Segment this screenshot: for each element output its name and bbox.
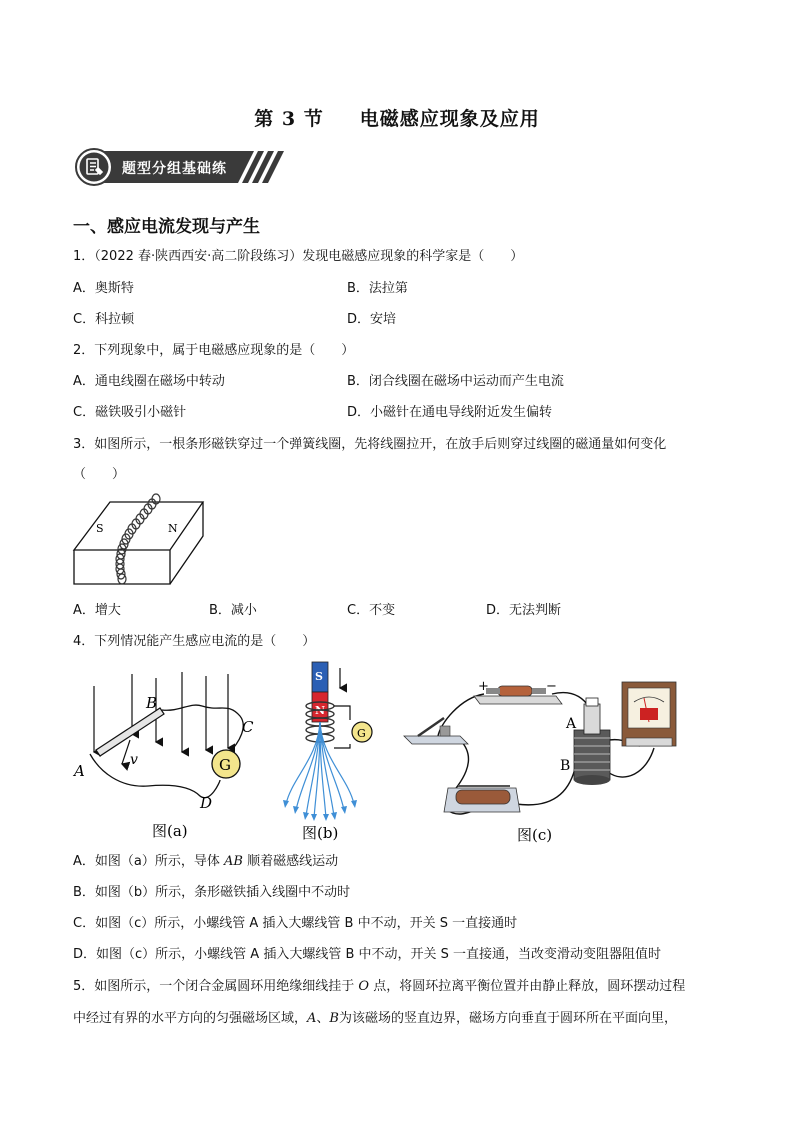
figure-b-magnet-in-coil — [282, 658, 392, 844]
figure-a-caption: 图(a) — [152, 822, 188, 840]
magnet-s-label-b: S — [315, 670, 323, 683]
q1-option-d: D．安培 — [347, 312, 397, 327]
q4-option-c: C．如图（c）所示，小螺线管 A 插入大螺线管 B 中不动，开关 S 一直接通时 — [73, 916, 518, 931]
solenoid-a — [584, 698, 600, 734]
q4-option-a-var: AB — [224, 854, 243, 869]
q5-point-o: O — [358, 979, 370, 994]
q2-option-d: D．小磁针在通电导线附近发生偏转 — [347, 405, 553, 420]
q1-option-b: B．法拉第 — [347, 281, 408, 296]
label-v: v — [130, 752, 138, 768]
q2-option-c: C．磁铁吸引小磁针 — [73, 405, 187, 420]
section-title: 电磁感应现象及应用 — [359, 108, 540, 130]
field-lines — [286, 722, 354, 818]
q5-line2-pre: 中经过有界的水平方向的匀强磁场区域， — [73, 1011, 308, 1026]
magnet-coil-figure — [70, 490, 210, 590]
galvanometer-b-label: G — [357, 727, 366, 740]
q4-option-b: B．如图（b）所示，条形磁铁插入线圈中不动时 — [73, 885, 351, 900]
switch — [404, 718, 468, 744]
q2-option-a: A．通电线圈在磁场中转动 — [73, 374, 225, 389]
banner-label: 题型分组基础练 — [122, 161, 227, 177]
q3-option-d: D．无法判断 — [486, 603, 562, 618]
figure-b-caption: 图(b) — [302, 824, 339, 842]
q3-option-b: B．减小 — [209, 603, 257, 618]
question-3-stem-line1: 3．如图所示，一根条形磁铁穿过一个弹簧线圈，先将线圈拉开，在放手后则穿过线圈的磁通量如何变化 — [73, 437, 667, 452]
question-3-stem-line2: （ ） — [73, 467, 126, 482]
q5-boundary-a: A — [307, 1011, 317, 1026]
q5-boundary-b: B — [329, 1011, 339, 1026]
q3-option-c: C．不变 — [347, 603, 396, 618]
q5-line1-pre: 5．如图所示，一个闭合金属圆环用绝缘细线挂于 — [73, 979, 359, 994]
battery-minus-label: − — [546, 679, 557, 694]
q5-line1-post: 点，将圆环拉离平衡位置并由静止释放，圆环摆动过程 — [369, 979, 686, 994]
battery-plus-label: + — [478, 679, 489, 694]
question-5-line1 — [73, 978, 685, 996]
question-1-stem: 1．（2022 春·陕西西安·高二阶段练习）发现电磁感应现象的科学家是（ ） — [73, 249, 524, 264]
solenoid-b — [574, 730, 610, 785]
galvanometer-meter — [622, 682, 676, 746]
rheostat — [444, 786, 520, 812]
magnet-n-label: N — [168, 522, 178, 535]
question-5-line2 — [73, 1010, 677, 1028]
solenoid-a-label: A — [566, 716, 577, 732]
q3-option-a: A．增大 — [73, 603, 121, 618]
question-2-stem: 2．下列现象中，属于电磁感应现象的是（ ） — [73, 343, 355, 358]
label-a: A — [74, 762, 85, 780]
q2-option-b: B．闭合线圈在磁场中运动而产生电流 — [347, 374, 564, 389]
magnet-n-label-b: N — [315, 704, 326, 717]
q4-option-a-post: 顺着磁感线运动 — [242, 854, 339, 869]
galvanometer-g-label: G — [219, 756, 231, 774]
question-4-stem: 4．下列情况能产生感应电流的是（ ） — [73, 634, 316, 649]
label-d: D — [200, 794, 213, 812]
q4-option-a-pre: A．如图（a）所示，导体 — [73, 854, 224, 869]
q4-option-a — [73, 853, 338, 871]
section-heading: 一、感应电流发现与产生 — [73, 217, 260, 237]
figure-a-conductor-in-field — [70, 662, 270, 844]
q1-option-c: C．科拉顿 — [73, 312, 135, 327]
q5-line2-sep: 、 — [316, 1011, 330, 1026]
magnet-s-label: S — [96, 522, 104, 535]
label-b: B — [146, 694, 158, 712]
page-title — [0, 104, 794, 131]
figure-c-caption: 图(c) — [517, 826, 553, 844]
q5-line2-post: 为该磁场的竖直边界，磁场方向垂直于圆环所在平面向里， — [338, 1011, 677, 1026]
section-number: 第 3 节 — [254, 108, 324, 130]
solenoid-b-label: B — [560, 758, 571, 774]
q1-option-a: A．奥斯特 — [73, 281, 134, 296]
q4-option-d: D．如图（c）所示，小螺线管 A 插入大螺线管 B 中不动，开关 S 一直接通，当改变滑动变阻器阻值时 — [73, 947, 662, 962]
label-c: C — [242, 718, 254, 736]
figure-c-transformer-circuit — [400, 664, 690, 846]
